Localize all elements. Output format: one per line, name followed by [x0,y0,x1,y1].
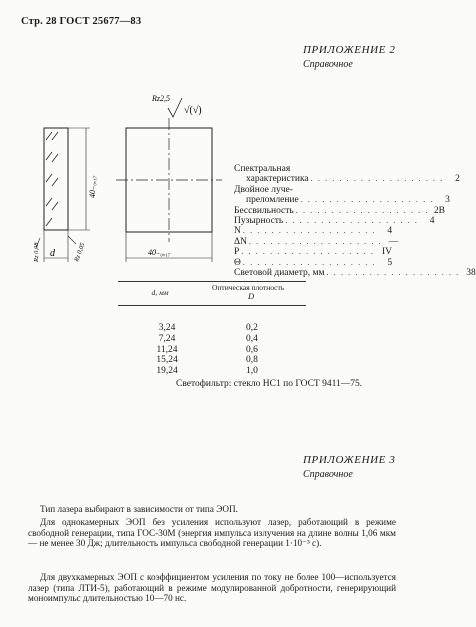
property-row [234,258,392,268]
properties-list [234,164,476,279]
appendix-2-title: ПРИЛОЖЕНИЕ 2 [303,44,396,56]
paragraph-1: Тип лазера выбирают в зависимости от типа ЭОП. [40,504,238,514]
property-label: преломление [246,195,299,206]
col-density-symbol: D [248,291,255,301]
property-row [234,205,445,216]
thickness-cell: 7,24 [158,333,176,344]
property-value: 2 [455,174,460,185]
property-label: ΔN [234,236,247,247]
property-row [234,216,435,227]
leader-dots: . . . . . . . . . . . . . . . . . . . [241,247,375,257]
thickness-cell: 3,24 [158,323,176,333]
table-row [118,355,320,366]
leader-dots: . . . . . . . . . . . . . . . . . . . [285,216,419,226]
front-view [116,98,222,262]
property-row [234,247,392,257]
leader-dots: . . . . . . . . . . . . . . . . . . . [310,174,444,184]
thickness-cell: 15,24 [156,355,178,366]
property-value: 3 [445,195,450,206]
side-roughness-1: Rz 0,08 [33,242,40,262]
property-row [234,226,392,236]
table-top-rule [118,281,306,282]
property-value: 2В [433,205,445,216]
property-value: 4 [429,216,435,227]
appendix-3-title: ПРИЛОЖЕНИЕ 3 [303,454,396,466]
thickness-label: d [50,248,55,259]
side-roughness-2: Rz 0,05 [73,241,87,263]
appendix-3-subtitle: Справочное [303,469,353,480]
density-cell: 0,4 [246,333,258,344]
property-label: Бессвильность [234,205,294,216]
height-dimension: 40₋₀,₁₇ [88,175,97,198]
table-row [118,345,320,356]
property-row [234,185,392,195]
leader-dots: . . . . . . . . . . . . . . . . . . . [248,236,383,246]
property-label: P [234,247,240,258]
property-label: Двойное луче- [234,184,293,195]
leader-dots: . . . . . . . . . . . . . . . . . . . [295,205,429,215]
property-value: — [388,236,399,247]
width-dimension: 40₋₀,₁₇ [148,248,171,257]
property-value: 38 [466,268,476,279]
property-value: IV [381,247,392,258]
page-header: Стр. 28 ГОСТ 25677—83 [21,16,142,27]
property-row [234,268,476,279]
property-row [234,195,450,206]
property-label: Θ [234,257,241,268]
roughness-symbol: √(√) [184,105,202,116]
property-row [234,236,399,247]
property-label: N [234,226,241,237]
property-label: характеристика [246,174,309,185]
table-row [118,334,320,345]
leader-dots: . . . . . . . . . . . . . . . . . . . [242,226,377,236]
property-label: Пузырность [234,216,284,227]
density-cell: 0,2 [246,323,258,333]
thickness-cell: 19,24 [156,366,178,377]
appendix-2-subtitle: Справочное [303,59,353,70]
thickness-cell: 11,24 [156,344,178,355]
property-value: 5 [387,257,393,268]
roughness-spec: Rz2,5 [152,94,170,103]
property-row [234,174,460,185]
table-row [118,366,320,377]
density-table [118,283,320,377]
property-value: 4 [387,226,393,237]
density-cell: 0,6 [246,344,258,355]
col-thickness-header: d, мм [151,287,169,297]
col-density-header [202,283,320,301]
density-cell: 1,0 [246,366,258,377]
filter-note: Светофильтр: стекло НС1 по ГОСТ 9411—75. [176,379,363,389]
table-header-rule [118,305,306,306]
col-density-label: Оптическая плотность [212,283,285,292]
side-view [36,128,90,262]
table-header-row [118,283,320,301]
property-row [234,164,392,174]
leader-dots: . . . . . . . . . . . . . . . . . . . [326,268,460,278]
paragraph-2: Для однокамерных ЭОП без усиления используют лазер, работающий в режиме свободной генерации, типа ГОС-30М (энергия импульса излучения на длине волны 1,06 мкм — не менее 30 Дж; длительность импульса свободной генерации 1·10⁻³ с). [28,517,396,549]
property-label: Спектральная [234,164,291,174]
leader-dots: . . . . . . . . . . . . . . . . . . . [300,195,434,205]
leader-dots: . . . . . . . . . . . . . . . . . . . [242,257,377,267]
paragraph-3: Для двухкамерных ЭОП с коэффициентом усиления по току не более 100—используется лазер (типа ЛТИ-5), работающий в режиме модулированной добротности, генерирующий моноимпульс длительностью 10—70 нс. [28,572,396,604]
density-cell: 0,8 [246,355,258,366]
property-label: Световой диаметр, мм [234,268,325,279]
